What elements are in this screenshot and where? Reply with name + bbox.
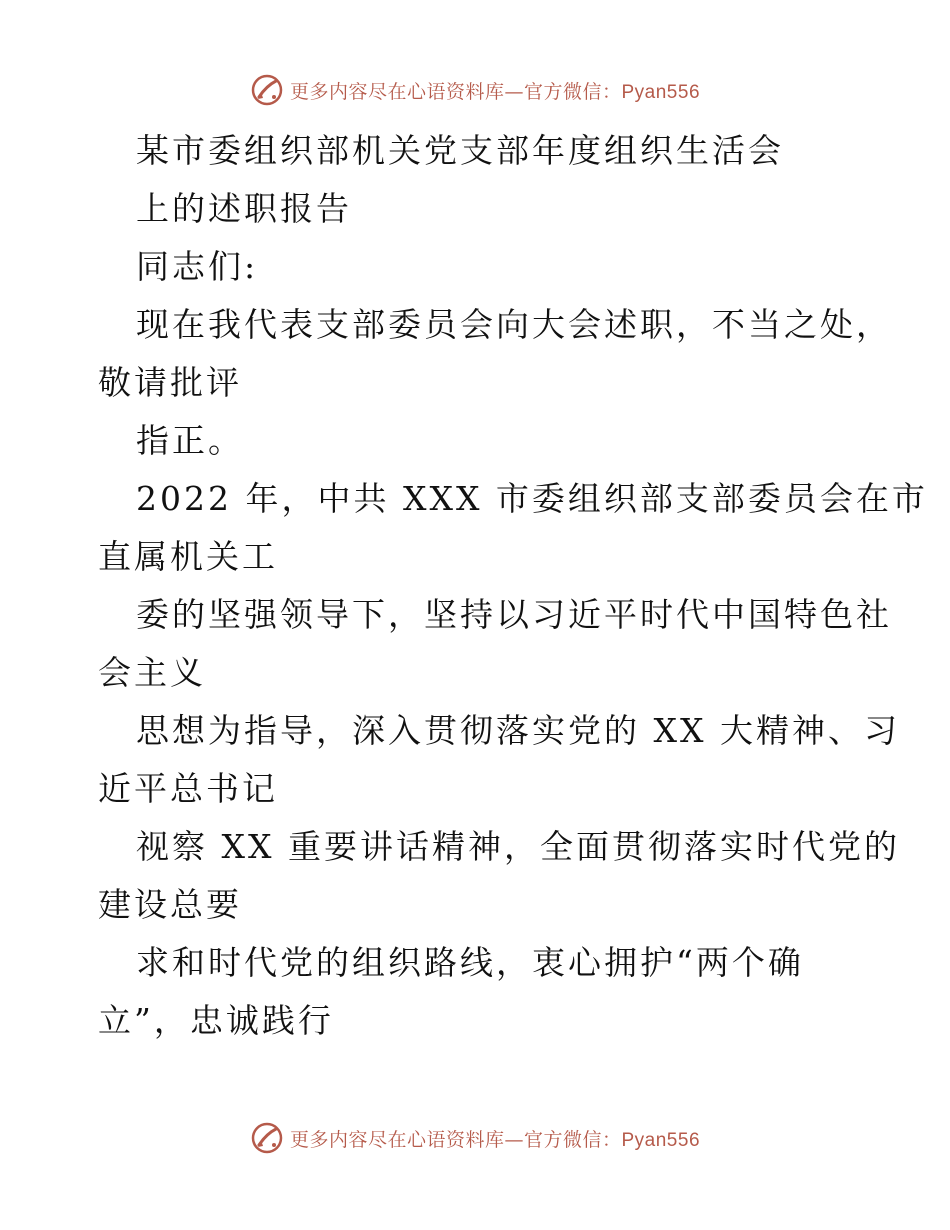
header-banner-text: 更多内容尽在心语资料库—官方微信：Pyan556 <box>289 80 701 103</box>
footer-banner-id: Pyan556 <box>621 1129 701 1151</box>
doc-paragraph-line: 指正。 <box>136 421 244 460</box>
doc-title-line-2: 上的述职报告 <box>136 189 352 228</box>
doc-paragraph-line: 立”，忠诚践行 <box>98 1001 334 1040</box>
doc-paragraph-line: 求和时代党的组织路线，衷心拥护“两个确 <box>136 943 804 982</box>
doc-paragraph-line: 建设总要 <box>98 885 242 924</box>
doc-paragraph-line: 视察 XX 重要讲话精神，全面贯彻落实时代党的 <box>136 827 900 866</box>
document-body <box>98 122 928 1050</box>
doc-paragraph-line: 思想为指导，深入贯彻落实党的 XX 大精神、习 <box>136 711 900 750</box>
header-banner-id: Pyan556 <box>621 81 701 103</box>
doc-paragraph-line: 现在我代表支部委员会向大会述职，不当之处， <box>136 305 892 344</box>
brush-pen-logo-icon <box>250 1121 284 1155</box>
doc-paragraph-line: 2022 年，中共 XXX 市委组织部支部委员会在市 <box>136 479 928 518</box>
header-watermark-banner <box>0 70 950 110</box>
footer-watermark-banner <box>0 1118 950 1158</box>
brush-pen-logo-icon <box>250 73 284 107</box>
doc-title-line-1: 某市委组织部机关党支部年度组织生活会 <box>136 131 784 170</box>
footer-banner-text: 更多内容尽在心语资料库—官方微信：Pyan556 <box>289 1128 701 1151</box>
doc-paragraph-line: 直属机关工 <box>98 537 278 576</box>
doc-paragraph-line: 委的坚强领导下，坚持以习近平时代中国特色社 <box>136 595 892 634</box>
doc-paragraph-line: 会主义 <box>98 653 206 692</box>
doc-salutation: 同志们: <box>136 247 259 286</box>
doc-paragraph-line: 敬请批评 <box>98 363 242 402</box>
doc-paragraph-line: 近平总书记 <box>98 769 278 808</box>
